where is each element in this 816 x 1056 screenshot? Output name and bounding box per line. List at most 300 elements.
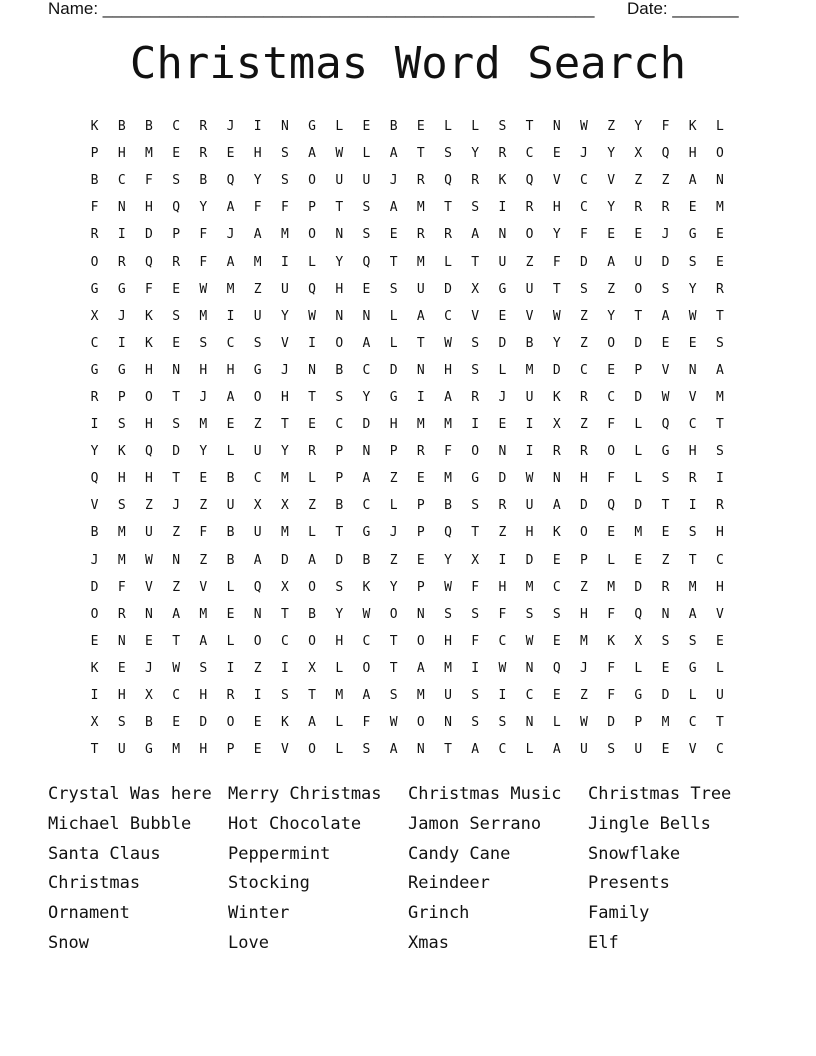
grid-letter[interactable]: Z: [498, 525, 507, 541]
grid-letter[interactable]: R: [90, 227, 99, 243]
grid-letter[interactable]: M: [416, 688, 425, 704]
grid-letter[interactable]: A: [471, 227, 480, 243]
grid-letter[interactable]: A: [552, 498, 561, 514]
grid-letter[interactable]: T: [715, 308, 724, 324]
grid-letter[interactable]: E: [552, 688, 561, 704]
grid-letter[interactable]: E: [607, 227, 616, 243]
grid-letter[interactable]: I: [117, 335, 126, 351]
grid-letter[interactable]: C: [580, 173, 588, 189]
grid-letter[interactable]: N: [117, 633, 126, 649]
grid-letter[interactable]: Z: [580, 308, 588, 324]
grid-letter[interactable]: C: [580, 362, 588, 378]
grid-letter[interactable]: K: [552, 389, 561, 405]
grid-letter[interactable]: B: [226, 552, 235, 568]
grid-letter[interactable]: C: [253, 471, 262, 487]
grid-letter[interactable]: Y: [253, 173, 262, 189]
grid-letter[interactable]: P: [634, 715, 643, 731]
grid-letter[interactable]: F: [607, 417, 616, 433]
grid-letter[interactable]: E: [172, 335, 181, 351]
grid-letter[interactable]: D: [525, 552, 534, 568]
grid-letter[interactable]: B: [199, 173, 208, 189]
grid-letter[interactable]: S: [661, 281, 670, 297]
grid-letter[interactable]: Z: [253, 660, 262, 676]
grid-letter[interactable]: F: [444, 444, 452, 460]
grid-letter[interactable]: Z: [580, 335, 588, 351]
grid-letter[interactable]: W: [335, 146, 344, 162]
grid-letter[interactable]: Z: [580, 417, 588, 433]
grid-letter[interactable]: E: [552, 633, 561, 649]
grid-letter[interactable]: P: [580, 552, 588, 568]
grid-letter[interactable]: S: [471, 498, 480, 514]
grid-letter[interactable]: E: [308, 417, 316, 433]
grid-letter[interactable]: N: [525, 715, 534, 731]
grid-letter[interactable]: N: [444, 715, 452, 731]
grid-letter[interactable]: T: [416, 146, 425, 162]
grid-letter[interactable]: H: [715, 525, 724, 541]
grid-letter[interactable]: W: [199, 281, 208, 297]
grid-letter[interactable]: C: [552, 579, 561, 595]
grid-letter[interactable]: O: [308, 633, 316, 649]
grid-letter[interactable]: D: [444, 281, 452, 297]
grid-letter[interactable]: W: [145, 552, 153, 568]
grid-letter[interactable]: C: [362, 498, 371, 514]
grid-letter[interactable]: G: [471, 471, 480, 487]
grid-letter[interactable]: X: [90, 715, 99, 731]
grid-letter[interactable]: W: [552, 308, 561, 324]
grid-letter[interactable]: X: [280, 498, 289, 514]
grid-letter[interactable]: H: [145, 471, 153, 487]
grid-letter[interactable]: Y: [362, 389, 371, 405]
grid-letter[interactable]: N: [253, 606, 262, 622]
grid-letter[interactable]: E: [688, 200, 697, 216]
grid-letter[interactable]: Q: [444, 173, 452, 189]
grid-letter[interactable]: O: [308, 227, 316, 243]
grid-letter[interactable]: D: [661, 688, 670, 704]
grid-letter[interactable]: V: [90, 498, 99, 514]
grid-letter[interactable]: M: [172, 742, 181, 758]
grid-letter[interactable]: J: [90, 552, 99, 568]
grid-letter[interactable]: E: [607, 362, 616, 378]
grid-letter[interactable]: Q: [90, 471, 99, 487]
grid-letter[interactable]: O: [308, 579, 316, 595]
grid-letter[interactable]: I: [498, 200, 507, 216]
grid-letter[interactable]: C: [580, 200, 588, 216]
grid-letter[interactable]: O: [308, 742, 316, 758]
grid-letter[interactable]: C: [444, 308, 452, 324]
grid-letter[interactable]: H: [226, 362, 235, 378]
grid-letter[interactable]: A: [172, 606, 181, 622]
grid-letter[interactable]: S: [552, 606, 561, 622]
grid-letter[interactable]: U: [525, 281, 534, 297]
grid-letter[interactable]: R: [715, 281, 724, 297]
grid-letter[interactable]: Y: [634, 119, 643, 135]
grid-letter[interactable]: E: [253, 715, 262, 731]
grid-letter[interactable]: T: [444, 200, 452, 216]
grid-letter[interactable]: H: [688, 146, 697, 162]
grid-letter[interactable]: G: [389, 389, 398, 405]
grid-letter[interactable]: W: [525, 633, 534, 649]
grid-letter[interactable]: Q: [172, 200, 181, 216]
grid-letter[interactable]: D: [634, 335, 643, 351]
grid-letter[interactable]: O: [145, 389, 153, 405]
grid-letter[interactable]: J: [117, 308, 126, 324]
grid-letter[interactable]: O: [634, 281, 643, 297]
grid-letter[interactable]: S: [661, 633, 670, 649]
grid-letter[interactable]: F: [607, 471, 616, 487]
grid-letter[interactable]: R: [661, 200, 670, 216]
grid-letter[interactable]: U: [145, 525, 153, 541]
grid-letter[interactable]: D: [580, 254, 588, 270]
grid-letter[interactable]: N: [416, 606, 425, 622]
grid-letter[interactable]: O: [715, 146, 724, 162]
grid-letter[interactable]: J: [280, 362, 289, 378]
grid-letter[interactable]: A: [362, 471, 371, 487]
grid-letter[interactable]: Q: [308, 281, 316, 297]
grid-letter[interactable]: L: [226, 633, 235, 649]
grid-letter[interactable]: N: [172, 552, 181, 568]
grid-letter[interactable]: H: [335, 633, 344, 649]
grid-letter[interactable]: D: [634, 579, 643, 595]
grid-letter[interactable]: D: [389, 362, 398, 378]
grid-letter[interactable]: D: [580, 498, 588, 514]
grid-letter[interactable]: M: [280, 525, 289, 541]
grid-letter[interactable]: A: [416, 660, 425, 676]
grid-letter[interactable]: T: [552, 281, 561, 297]
grid-letter[interactable]: T: [280, 417, 289, 433]
grid-letter[interactable]: U: [280, 281, 289, 297]
grid-letter[interactable]: A: [199, 633, 208, 649]
grid-letter[interactable]: L: [688, 688, 697, 704]
grid-letter[interactable]: S: [525, 606, 534, 622]
grid-letter[interactable]: Z: [661, 552, 670, 568]
grid-letter[interactable]: H: [389, 417, 398, 433]
grid-letter[interactable]: N: [552, 471, 561, 487]
grid-letter[interactable]: Z: [172, 579, 181, 595]
grid-letter[interactable]: Y: [90, 444, 99, 460]
grid-letter[interactable]: Z: [389, 471, 398, 487]
grid-letter[interactable]: D: [145, 227, 153, 243]
grid-letter[interactable]: C: [172, 119, 181, 135]
grid-letter[interactable]: G: [688, 227, 697, 243]
grid-letter[interactable]: S: [498, 119, 507, 135]
grid-letter[interactable]: J: [389, 173, 398, 189]
grid-letter[interactable]: U: [580, 742, 588, 758]
grid-letter[interactable]: A: [226, 254, 235, 270]
grid-letter[interactable]: A: [389, 146, 398, 162]
grid-letter[interactable]: M: [444, 417, 452, 433]
grid-letter[interactable]: M: [226, 281, 235, 297]
grid-letter[interactable]: E: [607, 525, 616, 541]
grid-letter[interactable]: V: [607, 173, 616, 189]
grid-letter[interactable]: T: [634, 308, 643, 324]
grid-letter[interactable]: M: [525, 579, 534, 595]
grid-letter[interactable]: S: [471, 362, 480, 378]
grid-letter[interactable]: K: [145, 308, 153, 324]
grid-letter[interactable]: P: [335, 471, 344, 487]
grid-letter[interactable]: I: [226, 660, 235, 676]
grid-letter[interactable]: M: [199, 308, 208, 324]
grid-letter[interactable]: E: [498, 417, 507, 433]
grid-letter[interactable]: A: [444, 389, 452, 405]
grid-letter[interactable]: C: [335, 417, 344, 433]
grid-letter[interactable]: L: [362, 146, 371, 162]
grid-letter[interactable]: A: [688, 606, 697, 622]
grid-letter[interactable]: M: [253, 254, 262, 270]
grid-letter[interactable]: W: [389, 715, 398, 731]
grid-letter[interactable]: M: [444, 660, 452, 676]
grid-letter[interactable]: H: [444, 633, 452, 649]
grid-letter[interactable]: J: [498, 389, 507, 405]
grid-letter[interactable]: A: [416, 308, 425, 324]
grid-letter[interactable]: O: [471, 444, 480, 460]
grid-letter[interactable]: W: [362, 606, 371, 622]
grid-letter[interactable]: D: [362, 417, 371, 433]
grid-letter[interactable]: M: [715, 200, 724, 216]
grid-letter[interactable]: J: [389, 525, 398, 541]
grid-letter[interactable]: E: [416, 471, 425, 487]
grid-letter[interactable]: E: [634, 552, 643, 568]
grid-letter[interactable]: Y: [280, 444, 289, 460]
grid-letter[interactable]: G: [308, 119, 316, 135]
grid-letter[interactable]: S: [172, 308, 181, 324]
grid-letter[interactable]: N: [498, 444, 507, 460]
grid-letter[interactable]: Z: [607, 281, 616, 297]
grid-letter[interactable]: S: [688, 254, 697, 270]
grid-letter[interactable]: Q: [362, 254, 371, 270]
grid-letter[interactable]: B: [226, 471, 235, 487]
grid-letter[interactable]: B: [389, 119, 398, 135]
grid-letter[interactable]: N: [335, 308, 344, 324]
grid-letter[interactable]: S: [280, 146, 289, 162]
grid-letter[interactable]: D: [634, 498, 643, 514]
grid-letter[interactable]: L: [634, 660, 643, 676]
grid-letter[interactable]: E: [362, 119, 371, 135]
grid-letter[interactable]: B: [90, 173, 99, 189]
grid-letter[interactable]: Z: [253, 417, 262, 433]
grid-letter[interactable]: C: [226, 335, 235, 351]
grid-letter[interactable]: E: [226, 606, 235, 622]
grid-letter[interactable]: P: [172, 227, 181, 243]
grid-letter[interactable]: A: [362, 335, 371, 351]
grid-letter[interactable]: Q: [607, 498, 616, 514]
grid-letter[interactable]: D: [199, 715, 208, 731]
grid-letter[interactable]: D: [172, 444, 181, 460]
grid-letter[interactable]: A: [362, 688, 371, 704]
grid-letter[interactable]: F: [607, 606, 616, 622]
grid-letter[interactable]: Y: [471, 146, 480, 162]
grid-letter[interactable]: J: [226, 227, 235, 243]
grid-letter[interactable]: W: [688, 308, 697, 324]
grid-letter[interactable]: W: [444, 335, 452, 351]
grid-letter[interactable]: V: [280, 742, 289, 758]
grid-letter[interactable]: X: [471, 552, 480, 568]
grid-letter[interactable]: P: [90, 146, 99, 162]
grid-letter[interactable]: N: [362, 444, 371, 460]
grid-letter[interactable]: Y: [199, 200, 208, 216]
grid-letter[interactable]: Q: [145, 444, 153, 460]
grid-letter[interactable]: Z: [172, 525, 181, 541]
grid-letter[interactable]: W: [172, 660, 181, 676]
grid-letter[interactable]: N: [280, 119, 289, 135]
grid-letter[interactable]: M: [416, 254, 425, 270]
grid-letter[interactable]: M: [416, 417, 425, 433]
grid-letter[interactable]: L: [389, 498, 398, 514]
grid-letter[interactable]: Y: [607, 308, 616, 324]
grid-letter[interactable]: E: [253, 742, 262, 758]
grid-letter[interactable]: K: [552, 525, 561, 541]
grid-letter[interactable]: F: [199, 227, 208, 243]
grid-letter[interactable]: J: [580, 660, 588, 676]
grid-letter[interactable]: L: [335, 660, 344, 676]
grid-letter[interactable]: V: [145, 579, 153, 595]
grid-letter[interactable]: M: [117, 552, 126, 568]
grid-letter[interactable]: Y: [552, 227, 561, 243]
grid-letter[interactable]: P: [308, 200, 316, 216]
grid-letter[interactable]: L: [552, 715, 561, 731]
grid-letter[interactable]: H: [199, 362, 208, 378]
grid-letter[interactable]: M: [280, 471, 289, 487]
grid-letter[interactable]: K: [362, 579, 371, 595]
grid-letter[interactable]: C: [90, 335, 99, 351]
grid-letter[interactable]: O: [90, 254, 99, 270]
grid-letter[interactable]: O: [416, 633, 425, 649]
grid-letter[interactable]: U: [253, 308, 262, 324]
grid-letter[interactable]: B: [90, 525, 99, 541]
grid-letter[interactable]: U: [362, 173, 371, 189]
grid-letter[interactable]: S: [471, 688, 480, 704]
grid-letter[interactable]: E: [172, 281, 181, 297]
grid-letter[interactable]: D: [90, 579, 99, 595]
grid-letter[interactable]: R: [416, 227, 425, 243]
grid-letter[interactable]: R: [498, 146, 507, 162]
grid-letter[interactable]: E: [552, 552, 561, 568]
grid-letter[interactable]: L: [226, 579, 235, 595]
grid-letter[interactable]: E: [117, 660, 126, 676]
grid-letter[interactable]: B: [145, 715, 153, 731]
grid-letter[interactable]: S: [389, 281, 398, 297]
grid-letter[interactable]: B: [226, 525, 235, 541]
grid-letter[interactable]: U: [335, 173, 344, 189]
grid-letter[interactable]: Q: [552, 660, 561, 676]
grid-letter[interactable]: S: [253, 335, 262, 351]
grid-letter[interactable]: F: [607, 688, 616, 704]
grid-letter[interactable]: R: [552, 444, 561, 460]
grid-letter[interactable]: Y: [280, 308, 289, 324]
grid-letter[interactable]: H: [525, 525, 534, 541]
grid-letter[interactable]: H: [145, 362, 153, 378]
grid-letter[interactable]: H: [145, 417, 153, 433]
grid-letter[interactable]: B: [525, 335, 534, 351]
grid-letter[interactable]: H: [253, 146, 262, 162]
grid-letter[interactable]: R: [661, 579, 670, 595]
grid-letter[interactable]: U: [498, 254, 507, 270]
grid-letter[interactable]: T: [471, 525, 480, 541]
grid-letter[interactable]: T: [661, 498, 670, 514]
grid-letter[interactable]: R: [172, 254, 181, 270]
grid-letter[interactable]: P: [335, 444, 344, 460]
grid-letter[interactable]: V: [715, 606, 724, 622]
grid-letter[interactable]: E: [715, 254, 724, 270]
grid-letter[interactable]: Z: [389, 552, 398, 568]
grid-letter[interactable]: C: [525, 146, 534, 162]
grid-letter[interactable]: O: [416, 715, 425, 731]
grid-letter[interactable]: N: [498, 227, 507, 243]
grid-letter[interactable]: S: [362, 742, 371, 758]
grid-letter[interactable]: E: [661, 660, 670, 676]
grid-letter[interactable]: I: [525, 444, 534, 460]
grid-letter[interactable]: I: [471, 660, 480, 676]
grid-letter[interactable]: O: [226, 715, 235, 731]
grid-letter[interactable]: S: [335, 579, 344, 595]
grid-letter[interactable]: L: [308, 471, 316, 487]
grid-letter[interactable]: D: [280, 552, 289, 568]
grid-letter[interactable]: H: [199, 742, 208, 758]
grid-letter[interactable]: W: [444, 579, 452, 595]
grid-letter[interactable]: R: [226, 688, 235, 704]
grid-letter[interactable]: T: [389, 660, 398, 676]
grid-letter[interactable]: V: [688, 389, 697, 405]
grid-letter[interactable]: S: [580, 281, 588, 297]
grid-letter[interactable]: S: [172, 417, 181, 433]
grid-letter[interactable]: E: [199, 471, 208, 487]
grid-letter[interactable]: R: [308, 444, 316, 460]
grid-letter[interactable]: L: [389, 308, 398, 324]
grid-letter[interactable]: S: [688, 525, 697, 541]
grid-letter[interactable]: T: [90, 742, 99, 758]
grid-letter[interactable]: Y: [199, 444, 208, 460]
grid-letter[interactable]: Z: [661, 173, 670, 189]
grid-letter[interactable]: I: [715, 471, 724, 487]
grid-letter[interactable]: R: [199, 119, 208, 135]
grid-letter[interactable]: D: [552, 362, 561, 378]
grid-letter[interactable]: T: [172, 471, 181, 487]
grid-letter[interactable]: Y: [688, 281, 697, 297]
grid-letter[interactable]: H: [199, 688, 208, 704]
grid-letter[interactable]: E: [634, 227, 643, 243]
grid-letter[interactable]: I: [280, 254, 289, 270]
grid-letter[interactable]: H: [117, 146, 126, 162]
grid-letter[interactable]: T: [335, 525, 344, 541]
grid-letter[interactable]: G: [661, 444, 670, 460]
grid-letter[interactable]: J: [172, 498, 181, 514]
grid-letter[interactable]: T: [715, 715, 724, 731]
grid-letter[interactable]: Z: [634, 173, 643, 189]
grid-letter[interactable]: U: [634, 254, 643, 270]
grid-letter[interactable]: L: [444, 254, 452, 270]
grid-letter[interactable]: L: [715, 660, 724, 676]
grid-letter[interactable]: L: [525, 742, 534, 758]
grid-letter[interactable]: A: [253, 227, 262, 243]
grid-letter[interactable]: S: [362, 200, 371, 216]
grid-letter[interactable]: T: [335, 200, 344, 216]
grid-letter[interactable]: G: [117, 362, 126, 378]
grid-letter[interactable]: R: [117, 606, 126, 622]
grid-letter[interactable]: U: [253, 444, 262, 460]
grid-letter[interactable]: Y: [335, 606, 344, 622]
grid-letter[interactable]: M: [280, 227, 289, 243]
grid-letter[interactable]: K: [90, 119, 99, 135]
grid-letter[interactable]: P: [389, 444, 398, 460]
grid-letter[interactable]: T: [308, 389, 316, 405]
grid-letter[interactable]: B: [362, 552, 371, 568]
grid-letter[interactable]: J: [580, 146, 588, 162]
grid-letter[interactable]: H: [715, 579, 724, 595]
grid-letter[interactable]: L: [634, 417, 643, 433]
grid-letter[interactable]: C: [280, 633, 289, 649]
grid-letter[interactable]: A: [308, 146, 316, 162]
grid-letter[interactable]: W: [308, 308, 316, 324]
grid-letter[interactable]: U: [715, 688, 724, 704]
